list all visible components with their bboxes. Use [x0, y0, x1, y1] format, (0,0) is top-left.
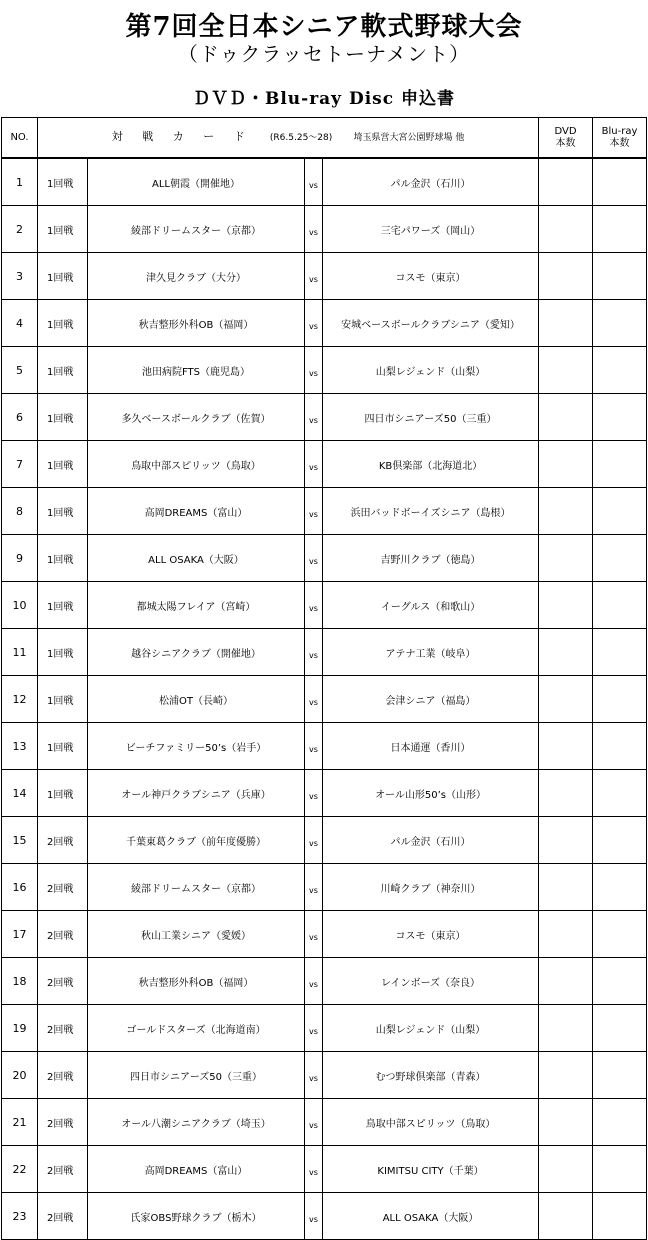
team-b: コスモ（東京） [323, 253, 539, 300]
team-b: むつ野球倶楽部（青森） [323, 1052, 539, 1099]
dvd-quantity-cell[interactable] [539, 1099, 593, 1146]
team-b: 四日市シニアーズ50（三重） [323, 394, 539, 441]
header-card-period: (R6.5.25～28) [269, 133, 333, 143]
bluray-quantity-cell[interactable] [593, 1005, 647, 1052]
row-number: 23 [2, 1193, 38, 1240]
row-number: 4 [2, 300, 38, 347]
team-b: 山梨レジェンド（山梨） [323, 1005, 539, 1052]
vs-label: vs [305, 1052, 323, 1099]
header-card-venue: 埼玉県営大宮公園野球場 他 [353, 133, 465, 143]
dvd-quantity-cell[interactable] [539, 770, 593, 817]
dvd-quantity-cell[interactable] [539, 582, 593, 629]
round-label: 2回戦 [38, 911, 88, 958]
team-b: 鳥取中部スピリッツ（鳥取） [323, 1099, 539, 1146]
table-row [2, 817, 647, 864]
dvd-quantity-cell[interactable] [539, 158, 593, 206]
row-number: 12 [2, 676, 38, 723]
bluray-quantity-cell[interactable] [593, 158, 647, 206]
table-row [2, 770, 647, 817]
round-label: 1回戦 [38, 535, 88, 582]
round-label: 1回戦 [38, 347, 88, 394]
dvd-quantity-cell[interactable] [539, 958, 593, 1005]
row-number: 7 [2, 441, 38, 488]
bluray-quantity-cell[interactable] [593, 535, 647, 582]
dvd-quantity-cell[interactable] [539, 206, 593, 253]
bluray-quantity-cell[interactable] [593, 300, 647, 347]
team-b: レインボーズ（奈良） [323, 958, 539, 1005]
bluray-quantity-cell[interactable] [593, 676, 647, 723]
team-a: 綾部ドリームスター（京都） [88, 864, 305, 911]
bluray-quantity-cell[interactable] [593, 1099, 647, 1146]
team-b: 吉野川クラブ（徳島） [323, 535, 539, 582]
round-label: 1回戦 [38, 158, 88, 206]
row-number: 5 [2, 347, 38, 394]
team-a: 越谷シニアクラブ（開催地） [88, 629, 305, 676]
vs-label: vs [305, 1146, 323, 1193]
round-label: 1回戦 [38, 676, 88, 723]
team-b: パル金沢（石川） [323, 817, 539, 864]
round-label: 2回戦 [38, 958, 88, 1005]
vs-label: vs [305, 158, 323, 206]
round-label: 1回戦 [38, 629, 88, 676]
row-number: 20 [2, 1052, 38, 1099]
round-label: 1回戦 [38, 488, 88, 535]
vs-label: vs [305, 958, 323, 1005]
dvd-quantity-cell[interactable] [539, 347, 593, 394]
team-a: 氏家OBS野球クラブ（栃木） [88, 1193, 305, 1240]
vs-label: vs [305, 300, 323, 347]
team-a: ビーチファミリー50’s（岩手） [88, 723, 305, 770]
row-number: 21 [2, 1099, 38, 1146]
dvd-quantity-cell[interactable] [539, 864, 593, 911]
table-row [2, 535, 647, 582]
bluray-quantity-cell[interactable] [593, 958, 647, 1005]
dvd-quantity-cell[interactable] [539, 676, 593, 723]
vs-label: vs [305, 864, 323, 911]
form-title: ＤＶＤ・Blu-ray Disc 申込書 [192, 89, 456, 109]
bluray-quantity-cell[interactable] [593, 817, 647, 864]
table-row [2, 864, 647, 911]
row-number: 2 [2, 206, 38, 253]
table-row [2, 958, 647, 1005]
team-b: パル金沢（石川） [323, 158, 539, 206]
vs-label: vs [305, 1099, 323, 1146]
team-a: ALL OSAKA（大阪） [88, 535, 305, 582]
table-row [2, 1099, 647, 1146]
document-title: 第7回全日本シニア軟式野球大会 [125, 12, 523, 42]
table-row [2, 676, 647, 723]
team-a: 池田病院FTS（鹿児島） [88, 347, 305, 394]
dvd-quantity-cell[interactable] [539, 1052, 593, 1099]
bluray-quantity-cell[interactable] [593, 394, 647, 441]
round-label: 1回戦 [38, 582, 88, 629]
table-row [2, 911, 647, 958]
header-card-label: 対 戦 カ ー ド [111, 130, 253, 143]
row-number: 13 [2, 723, 38, 770]
team-a: 秋吉整形外科OB（福岡） [88, 958, 305, 1005]
team-a: 秋吉整形外科OB（福岡） [88, 300, 305, 347]
round-label: 2回戦 [38, 864, 88, 911]
vs-label: vs [305, 770, 323, 817]
table-row [2, 629, 647, 676]
bluray-quantity-cell[interactable] [593, 1146, 647, 1193]
team-b: 川崎クラブ（神奈川） [323, 864, 539, 911]
table-row [2, 1052, 647, 1099]
row-number: 16 [2, 864, 38, 911]
dvd-quantity-cell[interactable] [539, 1146, 593, 1193]
dvd-quantity-cell[interactable] [539, 253, 593, 300]
team-b: 日本通運（香川） [323, 723, 539, 770]
round-label: 1回戦 [38, 253, 88, 300]
round-label: 2回戦 [38, 1099, 88, 1146]
team-b: KIMITSU CITY（千葉） [323, 1146, 539, 1193]
bluray-quantity-cell[interactable] [593, 911, 647, 958]
team-a: 千葉東葛クラブ（前年度優勝） [88, 817, 305, 864]
table-row [2, 441, 647, 488]
dvd-quantity-cell[interactable] [539, 723, 593, 770]
table-row [2, 206, 647, 253]
table-row [2, 1146, 647, 1193]
vs-label: vs [305, 582, 323, 629]
team-a: ALL朝霞（開催地） [88, 158, 305, 206]
team-a: オール神戸クラブシニア（兵庫） [88, 770, 305, 817]
round-label: 1回戦 [38, 394, 88, 441]
table-row [2, 394, 647, 441]
table-row [2, 582, 647, 629]
team-a: 四日市シニアーズ50（三重） [88, 1052, 305, 1099]
bluray-quantity-cell[interactable] [593, 582, 647, 629]
bluray-quantity-cell[interactable] [593, 770, 647, 817]
team-b: 会津シニア（福島） [323, 676, 539, 723]
round-label: 2回戦 [38, 1193, 88, 1240]
dvd-quantity-cell[interactable] [539, 441, 593, 488]
row-number: 15 [2, 817, 38, 864]
vs-label: vs [305, 347, 323, 394]
team-b: KB倶楽部（北海道北） [323, 441, 539, 488]
round-label: 1回戦 [38, 300, 88, 347]
row-number: 17 [2, 911, 38, 958]
round-label: 1回戦 [38, 770, 88, 817]
row-number: 8 [2, 488, 38, 535]
round-label: 2回戦 [38, 1146, 88, 1193]
team-a: 高岡DREAMS（富山） [88, 1146, 305, 1193]
dvd-quantity-cell[interactable] [539, 817, 593, 864]
bluray-quantity-cell[interactable] [593, 864, 647, 911]
order-table [1, 117, 647, 1240]
team-a: 綾部ドリームスター（京都） [88, 206, 305, 253]
table-row [2, 253, 647, 300]
vs-label: vs [305, 1005, 323, 1052]
team-b: オール山形50’s（山形） [323, 770, 539, 817]
team-a: ゴールドスターズ（北海道南） [88, 1005, 305, 1052]
vs-label: vs [305, 206, 323, 253]
table-row [2, 300, 647, 347]
dvd-quantity-cell[interactable] [539, 394, 593, 441]
team-b: コスモ（東京） [323, 911, 539, 958]
row-number: 18 [2, 958, 38, 1005]
vs-label: vs [305, 488, 323, 535]
row-number: 14 [2, 770, 38, 817]
round-label: 1回戦 [38, 206, 88, 253]
dvd-quantity-cell[interactable] [539, 629, 593, 676]
document-subtitle: （ドゥクラッセトーナメント） [177, 42, 471, 66]
table-row [2, 1005, 647, 1052]
team-a: 都城太陽フレイア（宮崎） [88, 582, 305, 629]
row-number: 22 [2, 1146, 38, 1193]
dvd-quantity-cell[interactable] [539, 535, 593, 582]
row-number: 1 [2, 158, 38, 206]
row-number: 19 [2, 1005, 38, 1052]
round-label: 1回戦 [38, 723, 88, 770]
vs-label: vs [305, 817, 323, 864]
row-number: 10 [2, 582, 38, 629]
header-bluray-count [593, 118, 647, 159]
team-b: 安城ベースボールクラブシニア（愛知） [323, 300, 539, 347]
vs-label: vs [305, 629, 323, 676]
table-row [2, 1193, 647, 1240]
dvd-quantity-cell[interactable] [539, 911, 593, 958]
team-a: 津久見クラブ（大分） [88, 253, 305, 300]
table-row [2, 723, 647, 770]
table-row [2, 488, 647, 535]
round-label: 2回戦 [38, 1005, 88, 1052]
header-dvd-count [539, 118, 593, 159]
bluray-quantity-cell[interactable] [593, 1193, 647, 1240]
table-row [2, 347, 647, 394]
bluray-quantity-cell[interactable] [593, 1052, 647, 1099]
bluray-quantity-cell[interactable] [593, 488, 647, 535]
dvd-quantity-cell[interactable] [539, 300, 593, 347]
team-b: 三宅パワーズ（岡山） [323, 206, 539, 253]
bluray-quantity-cell[interactable] [593, 253, 647, 300]
header-match-card [38, 118, 539, 159]
header-bluray-label: Blu-ray [601, 125, 638, 137]
round-label: 2回戦 [38, 1052, 88, 1099]
team-a: 多久ベースボールクラブ（佐賀） [88, 394, 305, 441]
team-b: ALL OSAKA（大阪） [323, 1193, 539, 1240]
table-row [2, 158, 647, 206]
team-a: オール八潮シニアクラブ（埼玉） [88, 1099, 305, 1146]
row-number: 9 [2, 535, 38, 582]
row-number: 3 [2, 253, 38, 300]
row-number: 6 [2, 394, 38, 441]
vs-label: vs [305, 1193, 323, 1240]
header-dvd-label: DVD [554, 125, 577, 137]
header-bluray-unit: 本数 [609, 137, 630, 149]
vs-label: vs [305, 723, 323, 770]
bluray-quantity-cell[interactable] [593, 629, 647, 676]
header-no: NO. [2, 118, 38, 159]
team-b: 山梨レジェンド（山梨） [323, 347, 539, 394]
row-number: 11 [2, 629, 38, 676]
bluray-quantity-cell[interactable] [593, 206, 647, 253]
header-dvd-unit: 本数 [555, 137, 576, 149]
team-a: 秋山工業シニア（愛媛） [88, 911, 305, 958]
vs-label: vs [305, 253, 323, 300]
dvd-quantity-cell[interactable] [539, 1193, 593, 1240]
team-a: 高岡DREAMS（富山） [88, 488, 305, 535]
team-b: アテナ工業（岐阜） [323, 629, 539, 676]
team-b: イーグルス（和歌山） [323, 582, 539, 629]
team-a: 鳥取中部スピリッツ（鳥取） [88, 441, 305, 488]
round-label: 1回戦 [38, 441, 88, 488]
vs-label: vs [305, 394, 323, 441]
team-a: 松浦OT（長崎） [88, 676, 305, 723]
bluray-quantity-cell[interactable] [593, 347, 647, 394]
table-header-row [2, 118, 647, 159]
bluray-quantity-cell[interactable] [593, 723, 647, 770]
bluray-quantity-cell[interactable] [593, 441, 647, 488]
dvd-quantity-cell[interactable] [539, 1005, 593, 1052]
dvd-quantity-cell[interactable] [539, 488, 593, 535]
round-label: 2回戦 [38, 817, 88, 864]
team-b: 浜田バッドボーイズシニア（島根） [323, 488, 539, 535]
vs-label: vs [305, 535, 323, 582]
vs-label: vs [305, 911, 323, 958]
vs-label: vs [305, 441, 323, 488]
vs-label: vs [305, 676, 323, 723]
